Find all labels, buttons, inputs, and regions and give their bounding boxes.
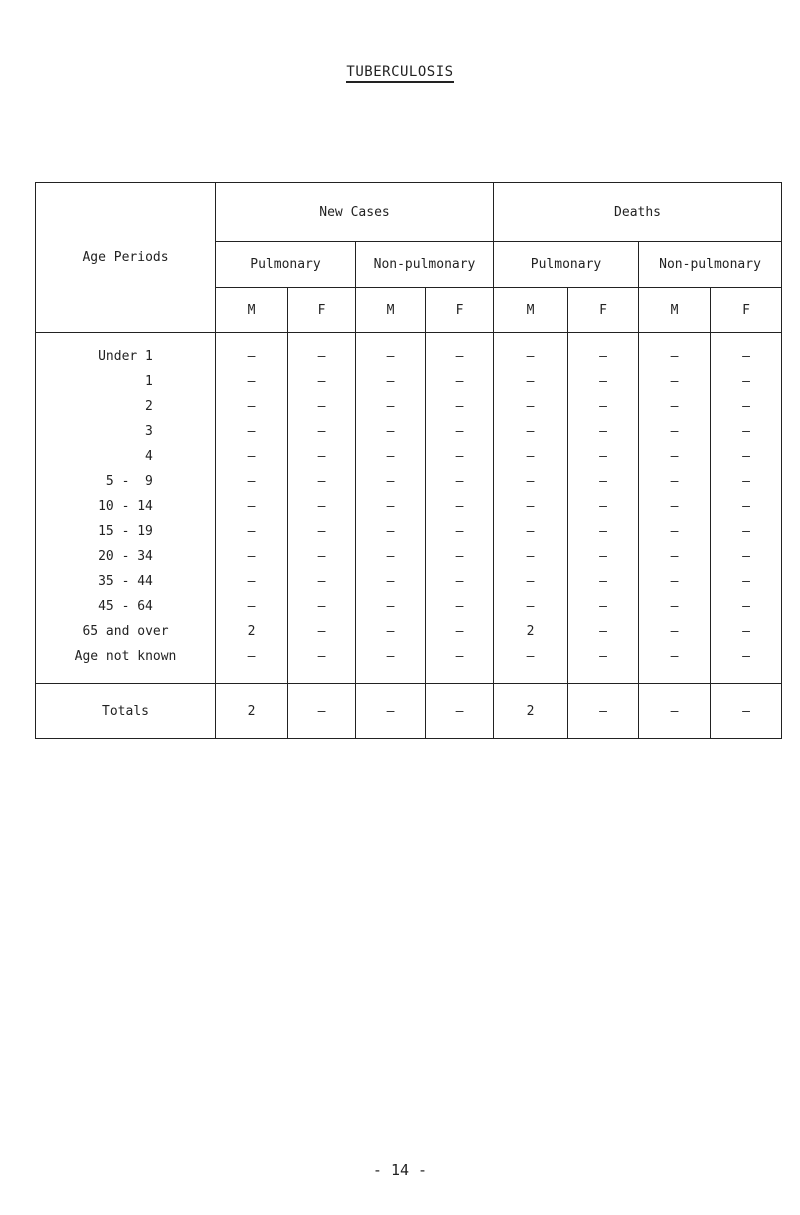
age-period-label: 1 — [36, 369, 216, 394]
table-cell: — — [356, 644, 426, 684]
table-cell: — — [568, 419, 639, 444]
table-cell: — — [494, 333, 568, 370]
table-cell: — — [568, 394, 639, 419]
table-cell: — — [639, 544, 711, 569]
age-period-label: Age not known — [36, 644, 216, 684]
table-row — [36, 644, 782, 684]
table-cell: — — [356, 333, 426, 370]
table-cell: — — [711, 444, 782, 469]
header-f: F — [288, 288, 356, 333]
header-f: F — [426, 288, 494, 333]
table-cell: — — [639, 569, 711, 594]
table-cell: — — [568, 444, 639, 469]
table-cell: — — [711, 644, 782, 684]
table-cell: — — [568, 569, 639, 594]
table-cell: — — [568, 594, 639, 619]
table-cell: 2 — [216, 619, 288, 644]
table-row — [36, 469, 782, 494]
table-cell: — — [568, 519, 639, 544]
page-number: - 14 - — [372, 1161, 428, 1179]
totals-label: Totals — [36, 684, 216, 739]
header-deaths-pulmonary: Pulmonary — [494, 242, 639, 288]
age-period-label: 45 - 64 — [36, 594, 216, 619]
totals-cell: — — [426, 684, 494, 739]
age-period-label: Under 1 — [36, 333, 216, 370]
table-cell: — — [426, 469, 494, 494]
table-cell: — — [494, 519, 568, 544]
header-f: F — [568, 288, 639, 333]
table-cell: — — [494, 419, 568, 444]
age-period-label: 10 - 14 — [36, 494, 216, 519]
table-cell: — — [356, 494, 426, 519]
table-cell: — — [494, 544, 568, 569]
table-cell: — — [494, 444, 568, 469]
table-cell: — — [216, 394, 288, 419]
table-cell: — — [288, 333, 356, 370]
table-cell: — — [494, 569, 568, 594]
totals-section — [36, 684, 782, 739]
table-cell: — — [216, 519, 288, 544]
table-cell: — — [494, 469, 568, 494]
table-cell: — — [216, 333, 288, 370]
header-m: M — [494, 288, 568, 333]
table-cell: — — [288, 444, 356, 469]
table-cell: — — [356, 594, 426, 619]
table-cell: — — [426, 619, 494, 644]
table-cell: — — [426, 394, 494, 419]
table-cell: — — [216, 644, 288, 684]
age-period-label: 35 - 44 — [36, 569, 216, 594]
table-cell: — — [711, 569, 782, 594]
table-row — [36, 394, 782, 419]
table-cell: — — [356, 369, 426, 394]
table-body — [36, 333, 782, 684]
table-cell: — — [216, 569, 288, 594]
table-cell: — — [356, 419, 426, 444]
table-cell: — — [216, 444, 288, 469]
table-cell: — — [288, 369, 356, 394]
totals-row — [36, 684, 782, 739]
table-cell: — — [568, 494, 639, 519]
table-cell: — — [639, 419, 711, 444]
table-cell: — — [288, 394, 356, 419]
table-cell: — — [711, 544, 782, 569]
table-cell: — — [568, 333, 639, 370]
table-cell: — — [568, 369, 639, 394]
table-cell: — — [639, 619, 711, 644]
table-cell: — — [711, 369, 782, 394]
header-f: F — [711, 288, 782, 333]
table-cell: — — [288, 644, 356, 684]
table-cell: — — [568, 644, 639, 684]
table-cell: — — [426, 444, 494, 469]
header-m: M — [639, 288, 711, 333]
tuberculosis-table — [35, 182, 782, 739]
table-cell: — — [356, 394, 426, 419]
table-cell: — — [639, 333, 711, 370]
table-row — [36, 519, 782, 544]
table-cell: — — [568, 544, 639, 569]
table-cell: — — [711, 469, 782, 494]
table-cell: — — [426, 644, 494, 684]
table-cell: — — [288, 569, 356, 594]
table-cell: — — [639, 394, 711, 419]
table-row — [36, 494, 782, 519]
totals-cell: 2 — [216, 684, 288, 739]
page-title — [0, 64, 800, 80]
header-new-cases: New Cases — [216, 183, 494, 242]
header-m: M — [216, 288, 288, 333]
table-cell: — — [426, 494, 494, 519]
table-cell: — — [639, 519, 711, 544]
table-cell: — — [639, 469, 711, 494]
age-period-label: 4 — [36, 444, 216, 469]
table-cell: — — [356, 544, 426, 569]
header-age-periods: Age Periods — [36, 183, 216, 333]
table-cell: — — [711, 394, 782, 419]
header-new-cases-pulmonary: Pulmonary — [216, 242, 356, 288]
table-cell: — — [216, 419, 288, 444]
table-row — [36, 369, 782, 394]
table-row — [36, 619, 782, 644]
table-cell: — — [639, 494, 711, 519]
table-cell: — — [288, 619, 356, 644]
table-row — [36, 444, 782, 469]
age-period-label: 3 — [36, 419, 216, 444]
table-cell: — — [426, 569, 494, 594]
table-cell: — — [711, 619, 782, 644]
header-deaths-non-pulmonary: Non-pulmonary — [639, 242, 782, 288]
header-deaths: Deaths — [494, 183, 782, 242]
table-cell: — — [639, 594, 711, 619]
table-cell: — — [568, 619, 639, 644]
table-cell: — — [711, 333, 782, 370]
table-cell: — — [426, 333, 494, 370]
table-cell: — — [494, 369, 568, 394]
table-cell: — — [288, 469, 356, 494]
table-cell: — — [356, 569, 426, 594]
table-cell: — — [356, 619, 426, 644]
header-new-cases-non-pulmonary: Non-pulmonary — [356, 242, 494, 288]
table-row — [36, 594, 782, 619]
table-row — [36, 333, 782, 370]
totals-cell: 2 — [494, 684, 568, 739]
table-cell: — — [494, 644, 568, 684]
totals-cell: — — [288, 684, 356, 739]
table-cell: — — [639, 444, 711, 469]
age-period-label: 15 - 19 — [36, 519, 216, 544]
header-m: M — [356, 288, 426, 333]
table-cell: — — [426, 519, 494, 544]
table-cell: 2 — [494, 619, 568, 644]
table-cell: — — [711, 419, 782, 444]
table-cell: — — [288, 519, 356, 544]
table-cell: — — [426, 544, 494, 569]
table-cell: — — [426, 594, 494, 619]
table-cell: — — [426, 369, 494, 394]
table-cell: — — [568, 469, 639, 494]
table-cell: — — [711, 594, 782, 619]
page-title-text: TUBERCULOSIS — [346, 64, 453, 83]
table-cell: — — [216, 469, 288, 494]
table-cell: — — [288, 494, 356, 519]
table-cell: — — [288, 594, 356, 619]
table-cell: — — [711, 519, 782, 544]
table-cell: — — [216, 544, 288, 569]
table-row — [36, 544, 782, 569]
totals-cell: — — [711, 684, 782, 739]
table-cell: — — [288, 544, 356, 569]
table-cell: — — [356, 519, 426, 544]
table-cell: — — [356, 444, 426, 469]
table-cell: — — [216, 594, 288, 619]
age-period-label: 5 - 9 — [36, 469, 216, 494]
table-cell: — — [216, 494, 288, 519]
table-row — [36, 569, 782, 594]
table-cell: — — [639, 644, 711, 684]
totals-cell: — — [356, 684, 426, 739]
table-cell: — — [216, 369, 288, 394]
table-cell: — — [711, 494, 782, 519]
table-cell: — — [494, 394, 568, 419]
table-cell: — — [288, 419, 356, 444]
table-cell: — — [356, 469, 426, 494]
table-row — [36, 419, 782, 444]
table-cell: — — [494, 494, 568, 519]
table-cell: — — [639, 369, 711, 394]
table-cell: — — [426, 419, 494, 444]
totals-cell: — — [639, 684, 711, 739]
table-cell: — — [494, 594, 568, 619]
totals-cell: — — [568, 684, 639, 739]
age-period-label: 2 — [36, 394, 216, 419]
age-period-label: 20 - 34 — [36, 544, 216, 569]
age-period-label: 65 and over — [36, 619, 216, 644]
